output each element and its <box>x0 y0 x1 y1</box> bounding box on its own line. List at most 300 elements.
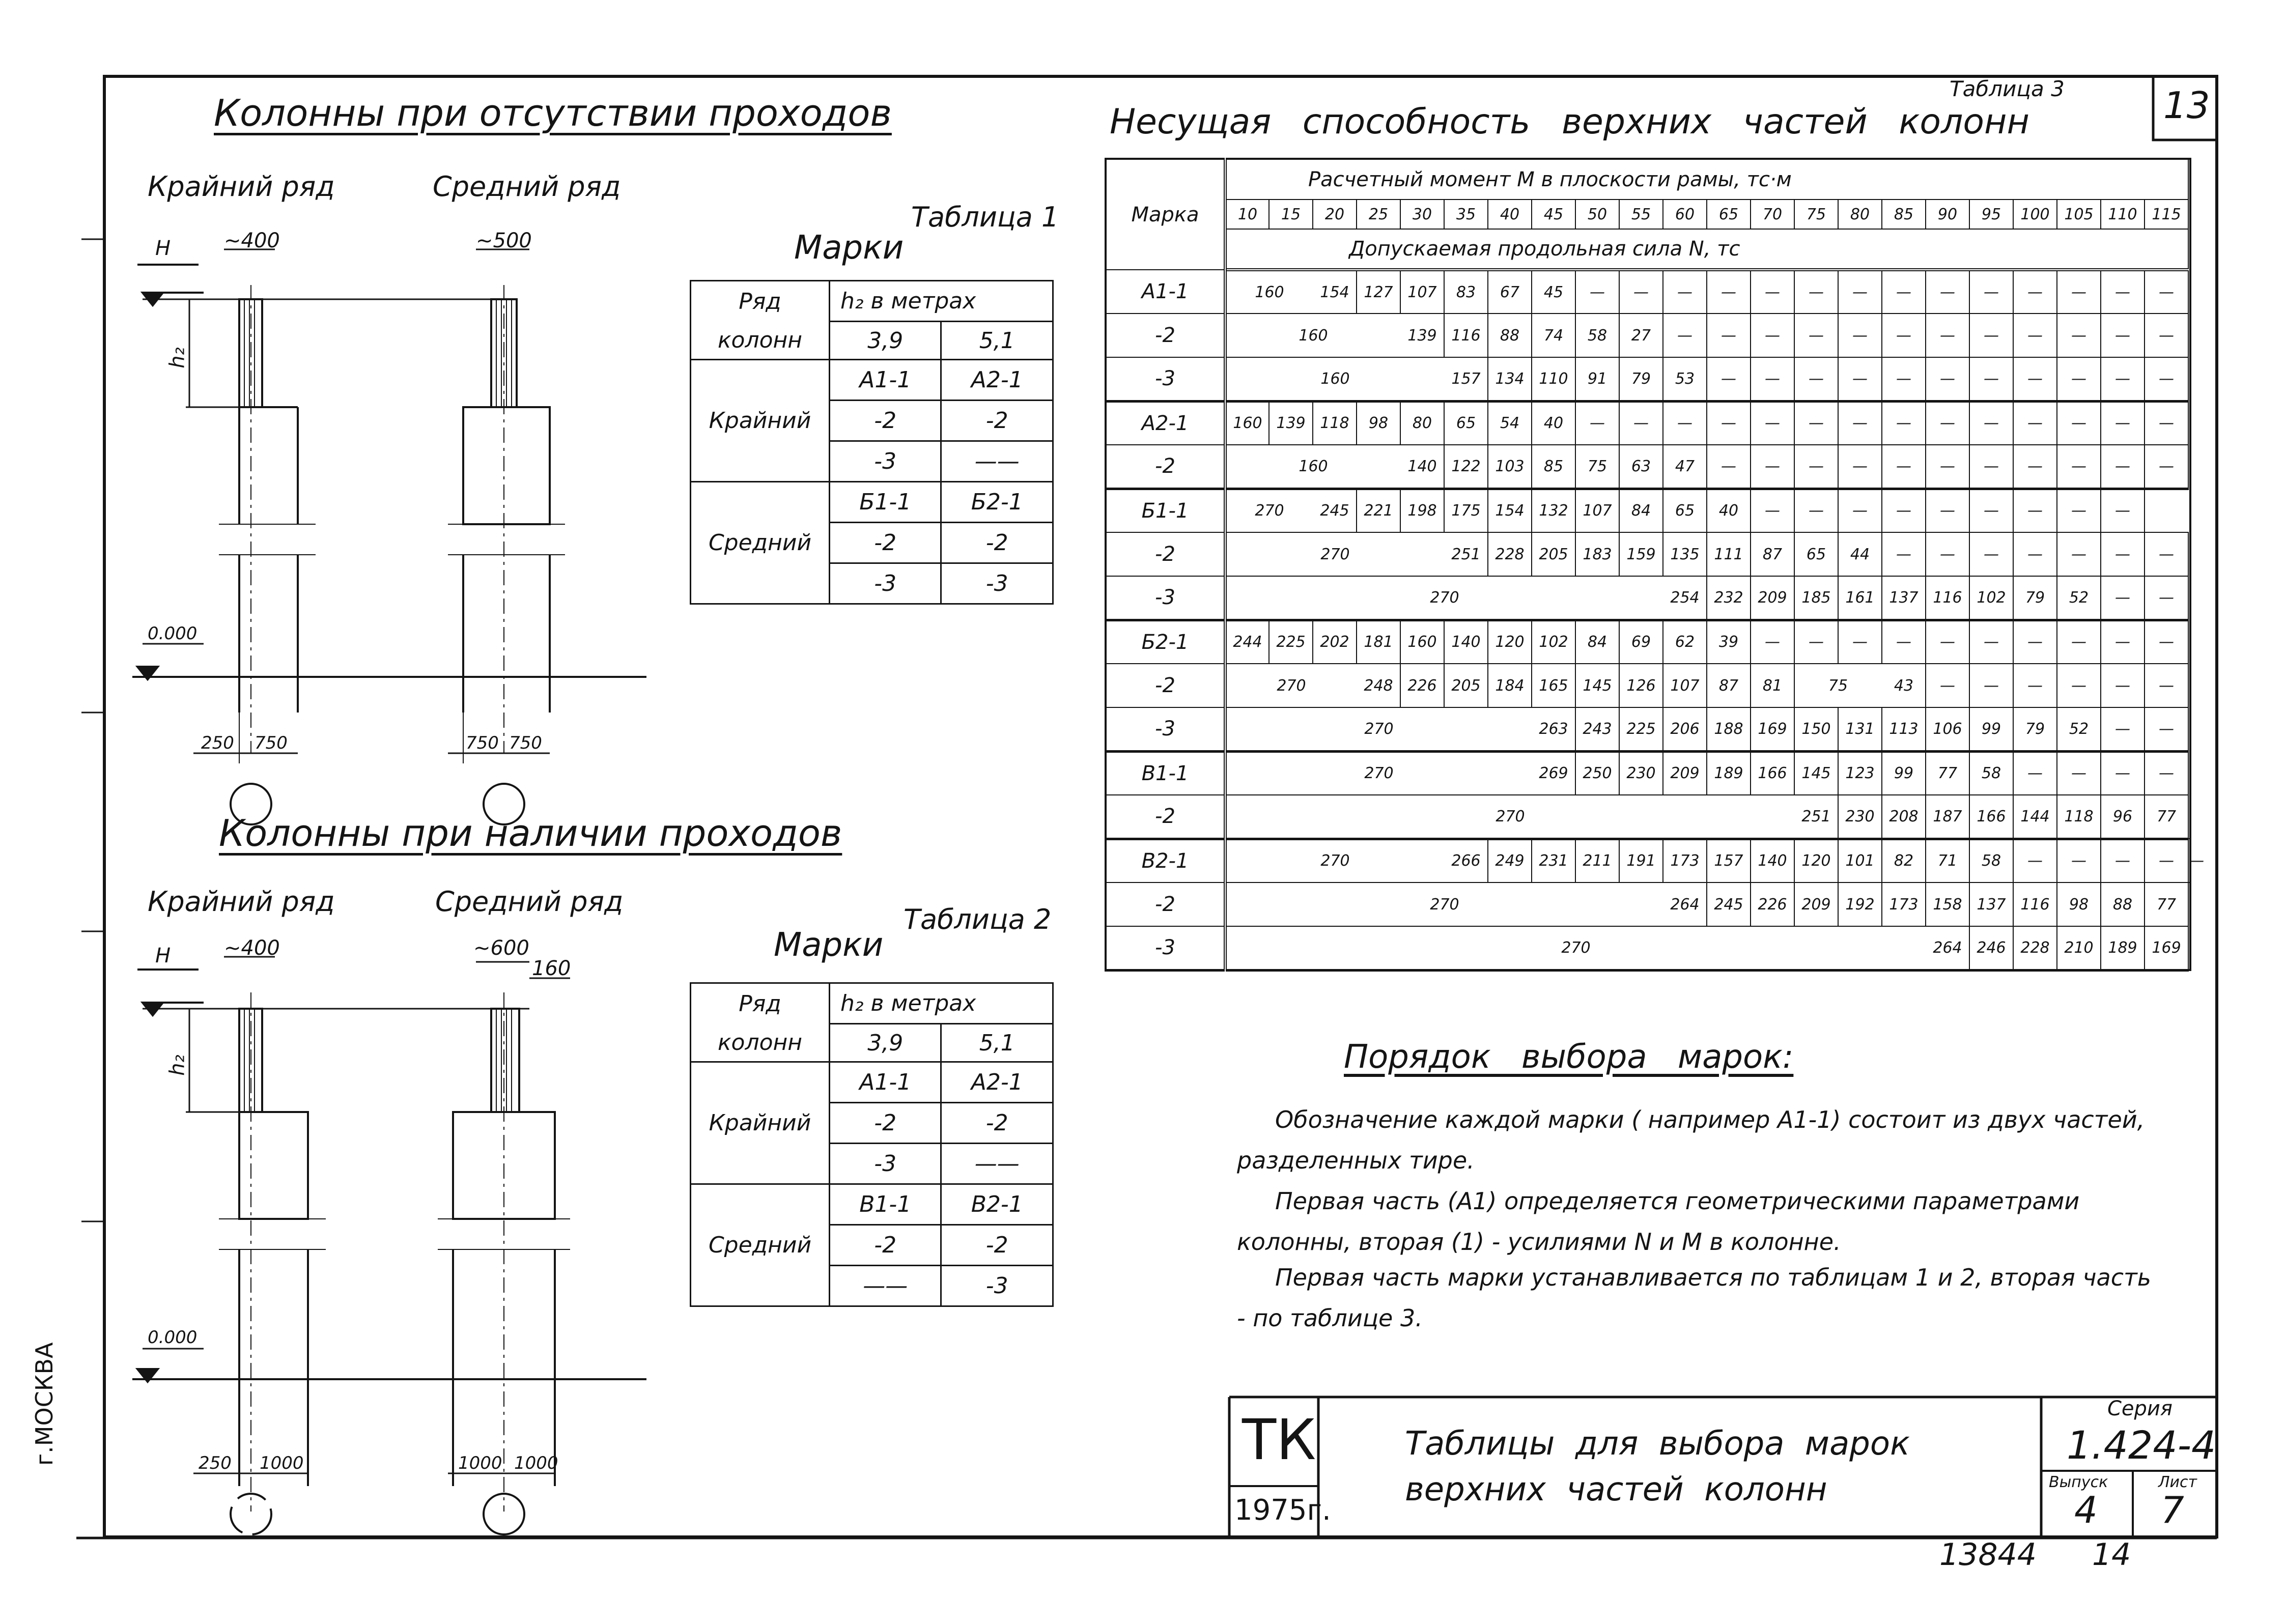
mark-cell: -2 <box>1106 664 1225 707</box>
value-cell: — <box>2145 357 2188 401</box>
table-row <box>1106 314 2190 357</box>
value-cell: 263 <box>1532 707 1575 751</box>
table-cell: А1-1 <box>830 1062 941 1103</box>
value-cell: — <box>2057 620 2101 664</box>
moment-header: 115 <box>2145 200 2188 229</box>
value-cell: — <box>1619 270 1663 314</box>
value-cell: 269 <box>1532 751 1575 795</box>
mark-cell: А1-1 <box>1106 270 1225 314</box>
value-cell: 183 <box>1575 532 1619 576</box>
value-cell: 139 <box>1400 314 1444 357</box>
moment-header: 45 <box>1532 200 1575 229</box>
table-cell: —— <box>941 1144 1053 1184</box>
value-cell: 175 <box>1444 489 1488 532</box>
value-cell: — <box>1969 532 2013 576</box>
value-cell: — <box>2101 839 2145 882</box>
value-cell: — <box>1926 532 1969 576</box>
table-cell: А2-1 <box>941 1062 1053 1103</box>
table-row <box>1106 664 2190 707</box>
table-cell: -2 <box>941 401 1053 441</box>
table-cell: А1-1 <box>830 360 941 401</box>
value-cell: 270 <box>1225 664 1357 707</box>
value-cell: — <box>2013 839 2057 882</box>
table-row <box>1106 620 2190 664</box>
table-row <box>1106 795 2190 839</box>
value-cell: — <box>2101 401 2145 445</box>
mark-cell: В2-1 <box>1106 839 1225 882</box>
moment-header: 105 <box>2057 200 2101 229</box>
value-cell: — <box>1751 620 1794 664</box>
value-cell: 160 <box>1225 270 1313 314</box>
value-cell: — <box>2057 314 2101 357</box>
value-cell: — <box>2145 664 2188 707</box>
value-cell: 83 <box>1444 270 1488 314</box>
table-cell: Крайний <box>691 1062 830 1184</box>
value-cell: — <box>2101 707 2145 751</box>
value-cell: 243 <box>1575 707 1619 751</box>
table-row <box>1106 357 2190 401</box>
mark-cell: -2 <box>1106 882 1225 926</box>
value-cell: — <box>2101 532 2145 576</box>
value-cell: 80 <box>1400 401 1444 445</box>
table-row <box>1106 926 2190 970</box>
value-cell: — <box>1794 314 1838 357</box>
value-cell: 77 <box>2145 795 2188 839</box>
value-cell: — <box>1969 620 2013 664</box>
value-cell: — <box>2101 314 2145 357</box>
table-cell: -2 <box>830 1225 941 1266</box>
value-cell: — <box>2013 532 2057 576</box>
table-cell: -3 <box>941 1266 1053 1306</box>
value-cell: — <box>1969 445 2013 489</box>
value-cell: — <box>1926 489 1969 532</box>
value-cell: 191 <box>1619 839 1663 882</box>
value-cell: 107 <box>1400 270 1444 314</box>
dim-middle-top: ~600 <box>473 936 529 960</box>
moment-header: 20 <box>1313 200 1357 229</box>
moment-header: 85 <box>1882 200 1926 229</box>
value-cell: 154 <box>1313 270 1357 314</box>
value-cell: — <box>1969 401 2013 445</box>
moment-header: 65 <box>1707 200 1751 229</box>
dim-bottom: 750 <box>466 733 499 753</box>
dim-bottom: 750 <box>255 733 288 753</box>
moment-header: 70 <box>1751 200 1794 229</box>
mark-cell: Б1-1 <box>1106 489 1225 532</box>
mark-cell: А2-1 <box>1106 401 1225 445</box>
stamp-title-line1: Таблицы для выбора марок <box>1405 1425 1910 1463</box>
value-cell: 209 <box>1751 576 1794 620</box>
dim-bottom: 1000 <box>260 1453 304 1473</box>
mark-cell: -2 <box>1106 445 1225 489</box>
level-mark: 0.000 <box>148 623 198 644</box>
value-cell: — <box>1794 620 1838 664</box>
table-cell: Б1-1 <box>830 482 941 523</box>
moment-header: 95 <box>1969 200 2013 229</box>
value-cell: 87 <box>1751 532 1794 576</box>
value-cell: — <box>1926 314 1969 357</box>
table-cell: -2 <box>941 523 1053 563</box>
value-cell: 75 <box>1575 445 1619 489</box>
table-header: 3,9 <box>830 1024 941 1062</box>
value-cell: 270 <box>1225 882 1663 926</box>
value-cell: 160 <box>1225 445 1400 489</box>
value-cell: — <box>1969 357 2013 401</box>
value-cell: 225 <box>1269 620 1313 664</box>
value-cell: 126 <box>1619 664 1663 707</box>
value-cell: 99 <box>1882 751 1926 795</box>
row-outer-label: Крайний ряд <box>148 170 335 203</box>
value-cell: 44 <box>1838 532 1882 576</box>
value-cell: — <box>1926 620 1969 664</box>
value-cell: 58 <box>1575 314 1619 357</box>
value-cell: — <box>2057 664 2101 707</box>
value-cell: 75 <box>1794 664 1882 707</box>
value-cell: 160 <box>1225 314 1400 357</box>
value-cell: 127 <box>1357 270 1400 314</box>
value-cell: 79 <box>2013 576 2057 620</box>
moment-header: 100 <box>2013 200 2057 229</box>
value-cell: 226 <box>1751 882 1794 926</box>
section-title-with-passages: Колонны при наличии проходов <box>219 812 842 854</box>
value-cell: 246 <box>1969 926 2013 970</box>
value-cell: 113 <box>1882 707 1926 751</box>
value-cell: 270 <box>1225 751 1532 795</box>
table-header: Допускаемая продольная сила N, тс <box>1225 229 2188 270</box>
value-cell: — <box>1926 401 1969 445</box>
value-cell: 270 <box>1225 926 1926 970</box>
value-cell: — <box>2057 401 2101 445</box>
value-cell: 98 <box>2057 882 2101 926</box>
mark-cell: -2 <box>1106 532 1225 576</box>
dim-middle-top: ~500 <box>476 229 532 252</box>
value-cell: 123 <box>1838 751 1882 795</box>
value-cell: 165 <box>1532 664 1575 707</box>
value-cell: 58 <box>1969 751 2013 795</box>
value-cell: — <box>2145 314 2188 357</box>
value-cell: — <box>2145 620 2188 664</box>
value-cell: 45 <box>1532 270 1575 314</box>
value-cell: 131 <box>1838 707 1882 751</box>
mark-cell: -3 <box>1106 357 1225 401</box>
table-header: Марка <box>1106 159 1225 270</box>
value-cell: 58 <box>1969 839 2013 882</box>
moment-header: 90 <box>1926 200 1969 229</box>
table-row <box>1106 882 2190 926</box>
value-cell: — <box>1926 664 1969 707</box>
value-cell: 181 <box>1357 620 1400 664</box>
value-cell: — <box>1707 401 1751 445</box>
value-cell: 65 <box>1444 401 1488 445</box>
value-cell: — <box>1838 489 1882 532</box>
dim-bottom: 250 <box>199 1453 232 1473</box>
value-cell: 264 <box>1663 882 1707 926</box>
table3 <box>1105 158 2205 972</box>
table-cell: -2 <box>830 523 941 563</box>
moment-header: 110 <box>2101 200 2145 229</box>
value-cell: — <box>2145 532 2188 576</box>
value-cell: 208 <box>1882 795 1926 839</box>
value-cell: — <box>2145 576 2188 620</box>
stamp-series-value: 1.424-4 <box>2067 1422 2216 1468</box>
value-cell: 122 <box>1444 445 1488 489</box>
dim-bottom: 1000 <box>458 1453 502 1473</box>
value-cell: 226 <box>1400 664 1444 707</box>
value-cell: 74 <box>1532 314 1575 357</box>
value-cell: — <box>2188 839 2190 882</box>
value-cell: — <box>2101 576 2145 620</box>
moment-header: 40 <box>1488 200 1532 229</box>
value-cell: 205 <box>1444 664 1488 707</box>
table-row <box>1106 532 2190 576</box>
value-cell: — <box>1751 401 1794 445</box>
value-cell: — <box>1794 401 1838 445</box>
value-cell: — <box>1707 314 1751 357</box>
table-header: 3,9 <box>830 322 941 360</box>
value-cell: 106 <box>1926 707 1969 751</box>
dim-bottom: 750 <box>509 733 542 753</box>
value-cell: — <box>2057 839 2101 882</box>
moment-header: 75 <box>1794 200 1838 229</box>
value-cell: 270 <box>1225 707 1532 751</box>
mark-H: H <box>155 237 171 260</box>
value-cell: 270 <box>1225 489 1313 532</box>
value-cell: — <box>1794 489 1838 532</box>
value-cell: 118 <box>2057 795 2101 839</box>
margin-city: г.МОСКВА <box>31 1342 58 1466</box>
value-cell: — <box>1707 270 1751 314</box>
value-cell: 231 <box>1532 839 1575 882</box>
table2-label: Таблица 2 <box>904 903 1052 935</box>
value-cell: — <box>2145 839 2188 882</box>
value-cell: 157 <box>1444 357 1488 401</box>
value-cell: 192 <box>1838 882 1882 926</box>
value-cell: — <box>1969 270 2013 314</box>
value-cell: 158 <box>1926 882 1969 926</box>
value-cell: 84 <box>1575 620 1619 664</box>
value-cell: — <box>1794 445 1838 489</box>
moment-header: 50 <box>1575 200 1619 229</box>
value-cell: 62 <box>1663 620 1707 664</box>
table-cell: -3 <box>830 1144 941 1184</box>
value-cell: 159 <box>1619 532 1663 576</box>
value-cell: 228 <box>1488 532 1532 576</box>
table-cell: -2 <box>830 401 941 441</box>
mark-cell: -2 <box>1106 314 1225 357</box>
moment-header: 25 <box>1357 200 1400 229</box>
section-title-no-passages: Колонны при отсутствии проходов <box>214 92 892 134</box>
value-cell: — <box>2057 532 2101 576</box>
table-cell: -3 <box>941 563 1053 604</box>
value-cell: — <box>1882 489 1926 532</box>
value-cell: — <box>2101 620 2145 664</box>
table-cell: -2 <box>941 1103 1053 1144</box>
value-cell: 198 <box>1400 489 1444 532</box>
value-cell: 69 <box>1619 620 1663 664</box>
value-cell: 81 <box>1751 664 1794 707</box>
value-cell: 88 <box>2101 882 2145 926</box>
dim-outer-top: ~400 <box>224 229 280 252</box>
mark-cell: В1-1 <box>1106 751 1225 795</box>
value-cell: 79 <box>1619 357 1663 401</box>
value-cell: 173 <box>1663 839 1707 882</box>
value-cell: — <box>2013 445 2057 489</box>
value-cell: — <box>2145 445 2188 489</box>
value-cell: 52 <box>2057 576 2101 620</box>
level-mark: 0.000 <box>148 1327 198 1348</box>
value-cell: 116 <box>2013 882 2057 926</box>
value-cell: — <box>2013 314 2057 357</box>
procedure-paragraph: Первая часть (А1) определяется геометрическими параметрами колонны, вторая (1) - усилиями N и M в колонне. <box>1237 1187 2080 1256</box>
table2-title: Марки <box>774 926 884 964</box>
table-header: 5,1 <box>941 322 1053 360</box>
dim-bottom: 250 <box>201 733 234 753</box>
row-middle-label: Средний ряд <box>433 170 621 203</box>
mark-cell: Б2-1 <box>1106 620 1225 664</box>
mark-cell: -2 <box>1106 795 1225 839</box>
stamp-title-line2: верхних частей колонн <box>1405 1471 1827 1508</box>
value-cell: 188 <box>1707 707 1751 751</box>
value-cell: 120 <box>1794 839 1838 882</box>
value-cell: — <box>2057 357 2101 401</box>
value-cell: 230 <box>1619 751 1663 795</box>
row-middle-label: Средний ряд <box>435 886 624 918</box>
value-cell: 157 <box>1707 839 1751 882</box>
moment-header: 55 <box>1619 200 1663 229</box>
value-cell: — <box>1575 401 1619 445</box>
value-cell: 79 <box>2013 707 2057 751</box>
value-cell: 140 <box>1400 445 1444 489</box>
value-cell: 270 <box>1225 795 1794 839</box>
value-cell: 169 <box>2145 926 2188 970</box>
value-cell: — <box>2101 751 2145 795</box>
value-cell: 221 <box>1357 489 1400 532</box>
moment-header: 10 <box>1225 200 1269 229</box>
value-cell: — <box>1882 532 1926 576</box>
procedure-paragraph: Первая часть марки устанавливается по таблицам 1 и 2, вторая часть - по таблице 3. <box>1237 1264 2151 1332</box>
table-header: Ряд <box>691 983 830 1024</box>
value-cell: 160 <box>1225 401 1269 445</box>
table-cell: -3 <box>830 563 941 604</box>
mark-cell: -3 <box>1106 576 1225 620</box>
value-cell: 132 <box>1532 489 1575 532</box>
table-row <box>1106 401 2190 445</box>
value-cell: — <box>1838 357 1882 401</box>
value-cell: 248 <box>1357 664 1400 707</box>
table1-label: Таблица 1 <box>911 201 1059 233</box>
bottom-page: 14 <box>2092 1537 2131 1573</box>
value-cell: — <box>1926 445 1969 489</box>
table-header: h₂ в метрах <box>830 281 1053 322</box>
value-cell: 270 <box>1225 532 1444 576</box>
table2 <box>690 982 1054 1307</box>
value-cell: 82 <box>1882 839 1926 882</box>
value-cell: 67 <box>1488 270 1532 314</box>
value-cell: 53 <box>1663 357 1707 401</box>
table1-title: Марки <box>794 229 904 267</box>
value-cell: 88 <box>1488 314 1532 357</box>
value-cell: 249 <box>1488 839 1532 882</box>
value-cell: 140 <box>1751 839 1794 882</box>
value-cell: 211 <box>1575 839 1619 882</box>
moment-header: 30 <box>1400 200 1444 229</box>
value-cell: — <box>1794 357 1838 401</box>
value-cell: 232 <box>1707 576 1751 620</box>
mark-cell: -3 <box>1106 926 1225 970</box>
value-cell: 27 <box>1619 314 1663 357</box>
value-cell: 161 <box>1838 576 1882 620</box>
value-cell: — <box>2057 751 2101 795</box>
value-cell: 230 <box>1838 795 1882 839</box>
table-cell: Средний <box>691 482 830 604</box>
value-cell: 137 <box>1969 882 2013 926</box>
value-cell: 103 <box>1488 445 1532 489</box>
value-cell: — <box>1882 270 1926 314</box>
value-cell: — <box>2057 489 2101 532</box>
value-cell: — <box>2013 751 2057 795</box>
value-cell: — <box>1751 270 1794 314</box>
dim-bottom: 1000 <box>514 1453 558 1473</box>
table-row <box>1106 751 2190 795</box>
table-cell: -3 <box>830 441 941 482</box>
value-cell: 245 <box>1313 489 1357 532</box>
value-cell: — <box>2013 401 2057 445</box>
stamp-series-label: Серия <box>2107 1397 2173 1420</box>
value-cell: 254 <box>1663 576 1707 620</box>
value-cell: 189 <box>2101 926 2145 970</box>
table-header: Ряд <box>691 281 830 322</box>
value-cell: — <box>1838 314 1882 357</box>
value-cell: — <box>1969 314 2013 357</box>
value-cell: 116 <box>1926 576 1969 620</box>
table-cell: А2-1 <box>941 360 1053 401</box>
value-cell: 101 <box>1838 839 1882 882</box>
value-cell: 39 <box>1707 620 1751 664</box>
table-header: 5,1 <box>941 1024 1053 1062</box>
value-cell: 225 <box>1619 707 1663 751</box>
value-cell: 65 <box>1794 532 1838 576</box>
table-header: h₂ в метрах <box>830 983 1053 1024</box>
value-cell: 102 <box>1969 576 2013 620</box>
value-cell: 84 <box>1619 489 1663 532</box>
value-cell: 145 <box>1794 751 1838 795</box>
value-cell: — <box>1751 314 1794 357</box>
value-cell: 209 <box>1794 882 1838 926</box>
value-cell: 270 <box>1225 839 1444 882</box>
value-cell: — <box>2101 270 2145 314</box>
procedure-paragraph: Обозначение каждой марки ( например А1-1) состоит из двух частей, разделенных тире. <box>1237 1106 2145 1174</box>
mark-H: H <box>155 944 171 967</box>
value-cell: 110 <box>1532 357 1575 401</box>
value-cell: 228 <box>2013 926 2057 970</box>
value-cell: — <box>2145 751 2188 795</box>
value-cell: 244 <box>1225 620 1269 664</box>
value-cell: 264 <box>1926 926 1969 970</box>
mark-cell: -3 <box>1106 707 1225 751</box>
value-cell: — <box>1926 357 1969 401</box>
value-cell: 118 <box>1313 401 1357 445</box>
value-cell: — <box>2057 445 2101 489</box>
value-cell: — <box>2145 707 2188 751</box>
value-cell: 120 <box>1488 620 1532 664</box>
moment-header: 80 <box>1838 200 1882 229</box>
value-cell: — <box>1882 401 1926 445</box>
value-cell: — <box>2101 489 2145 532</box>
mark-h2: h₂ <box>165 347 189 368</box>
value-cell: 77 <box>2145 882 2188 926</box>
value-cell: — <box>1838 445 1882 489</box>
value-cell: — <box>1969 489 2013 532</box>
